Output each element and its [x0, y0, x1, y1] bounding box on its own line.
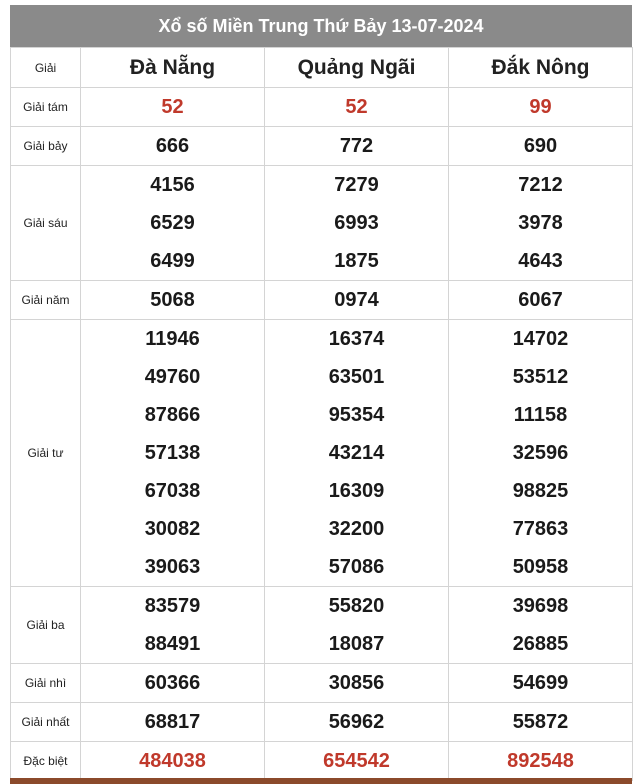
- result-number: 55820: [328, 595, 385, 617]
- result-number: 98825: [512, 480, 569, 502]
- result-number: 32596: [512, 442, 569, 464]
- result-cell: [265, 127, 449, 166]
- result-cell: [265, 88, 449, 127]
- result-cell: [449, 127, 633, 166]
- result-number: 50958: [512, 556, 569, 578]
- result-number: 4643: [518, 250, 563, 272]
- prize-row: [11, 742, 633, 781]
- result-number: 26885: [512, 633, 569, 655]
- prize-label: Giải năm: [11, 281, 81, 320]
- prize-label: Đặc biệt: [11, 742, 81, 781]
- result-number: 484038: [139, 750, 206, 772]
- prize-label: Giải tám: [11, 88, 81, 127]
- result-number: 30856: [328, 672, 385, 694]
- result-number: 7212: [518, 174, 563, 196]
- result-cell: [81, 742, 265, 781]
- prize-row: [11, 166, 633, 281]
- result-cell: [449, 587, 633, 664]
- result-number: 39698: [512, 595, 569, 617]
- prize-row: [11, 281, 633, 320]
- result-number: 32200: [328, 518, 385, 540]
- prize-row: [11, 127, 633, 166]
- result-number: 55872: [512, 711, 569, 733]
- result-number: 57138: [144, 442, 201, 464]
- result-number: 43214: [328, 442, 385, 464]
- lottery-results-panel: [10, 5, 632, 784]
- result-number: 67038: [144, 480, 201, 502]
- result-cell: [265, 320, 449, 587]
- province-header-quang-ngai: Quảng Ngãi: [265, 48, 449, 88]
- result-number: 56962: [328, 711, 385, 733]
- result-cell: [449, 742, 633, 781]
- result-number: 63501: [328, 366, 385, 388]
- result-cell: [449, 166, 633, 281]
- header-row: [11, 48, 633, 88]
- result-number: 99: [529, 96, 552, 118]
- result-cell: [81, 703, 265, 742]
- province-header-da-nang: Đà Nẵng: [81, 48, 265, 88]
- result-cell: [265, 587, 449, 664]
- result-number: 11158: [513, 404, 568, 426]
- result-cell: [81, 166, 265, 281]
- result-number: 77863: [512, 518, 569, 540]
- result-number: 49760: [144, 366, 201, 388]
- result-number: 16309: [328, 480, 385, 502]
- prize-label: Giải sáu: [11, 166, 81, 281]
- result-number: 60366: [144, 672, 201, 694]
- result-number: 3978: [518, 212, 563, 234]
- result-number: 772: [339, 135, 374, 157]
- result-number: 83579: [144, 595, 201, 617]
- result-number: 16374: [328, 328, 385, 350]
- result-number: 53512: [512, 366, 569, 388]
- result-cell: [265, 664, 449, 703]
- result-number: 7279: [334, 174, 379, 196]
- prize-column-header: Giải: [11, 48, 81, 88]
- result-cell: [449, 664, 633, 703]
- result-number: 5068: [150, 289, 195, 311]
- prize-label: Giải nhì: [11, 664, 81, 703]
- result-number: 57086: [328, 556, 385, 578]
- province-header-dak-nong: Đắk Nông: [449, 48, 633, 88]
- bottom-divider: [10, 778, 632, 784]
- prize-row: [11, 88, 633, 127]
- result-cell: [81, 587, 265, 664]
- result-number: 30082: [144, 518, 201, 540]
- result-cell: [265, 742, 449, 781]
- result-number: 6993: [334, 212, 379, 234]
- result-number: 87866: [144, 404, 201, 426]
- results-title: Xổ số Miền Trung Thứ Bảy 13-07-2024: [10, 5, 632, 47]
- result-cell: [265, 703, 449, 742]
- result-number: 52: [161, 96, 184, 118]
- result-cell: [81, 127, 265, 166]
- result-number: 1875: [334, 250, 379, 272]
- result-number: 39063: [144, 556, 201, 578]
- result-number: 14702: [512, 328, 569, 350]
- result-cell: [81, 320, 265, 587]
- result-cell: [81, 664, 265, 703]
- result-number: 6529: [150, 212, 195, 234]
- prize-label: Giải tư: [11, 320, 81, 587]
- result-cell: [81, 88, 265, 127]
- result-number: 892548: [507, 750, 574, 772]
- result-number: 11946: [145, 328, 200, 350]
- prize-row: [11, 703, 633, 742]
- result-number: 18087: [328, 633, 385, 655]
- result-number: 4156: [150, 174, 195, 196]
- result-number: 88491: [144, 633, 201, 655]
- result-number: 95354: [328, 404, 385, 426]
- result-cell: [449, 320, 633, 587]
- prize-row: [11, 587, 633, 664]
- prize-label: Giải ba: [11, 587, 81, 664]
- result-number: 68817: [144, 711, 201, 733]
- prize-label: Giải nhất: [11, 703, 81, 742]
- result-cell: [265, 166, 449, 281]
- result-number: 654542: [323, 750, 390, 772]
- result-number: 54699: [512, 672, 569, 694]
- result-number: 0974: [334, 289, 379, 311]
- result-number: 52: [345, 96, 368, 118]
- result-number: 666: [155, 135, 190, 157]
- results-table: [10, 47, 633, 781]
- result-number: 6067: [518, 289, 563, 311]
- result-cell: [449, 88, 633, 127]
- prize-label: Giải bảy: [11, 127, 81, 166]
- result-cell: [265, 281, 449, 320]
- prize-row: [11, 664, 633, 703]
- prize-row: [11, 320, 633, 587]
- result-cell: [449, 281, 633, 320]
- result-cell: [449, 703, 633, 742]
- result-number: 690: [523, 135, 558, 157]
- result-cell: [81, 281, 265, 320]
- result-number: 6499: [150, 250, 195, 272]
